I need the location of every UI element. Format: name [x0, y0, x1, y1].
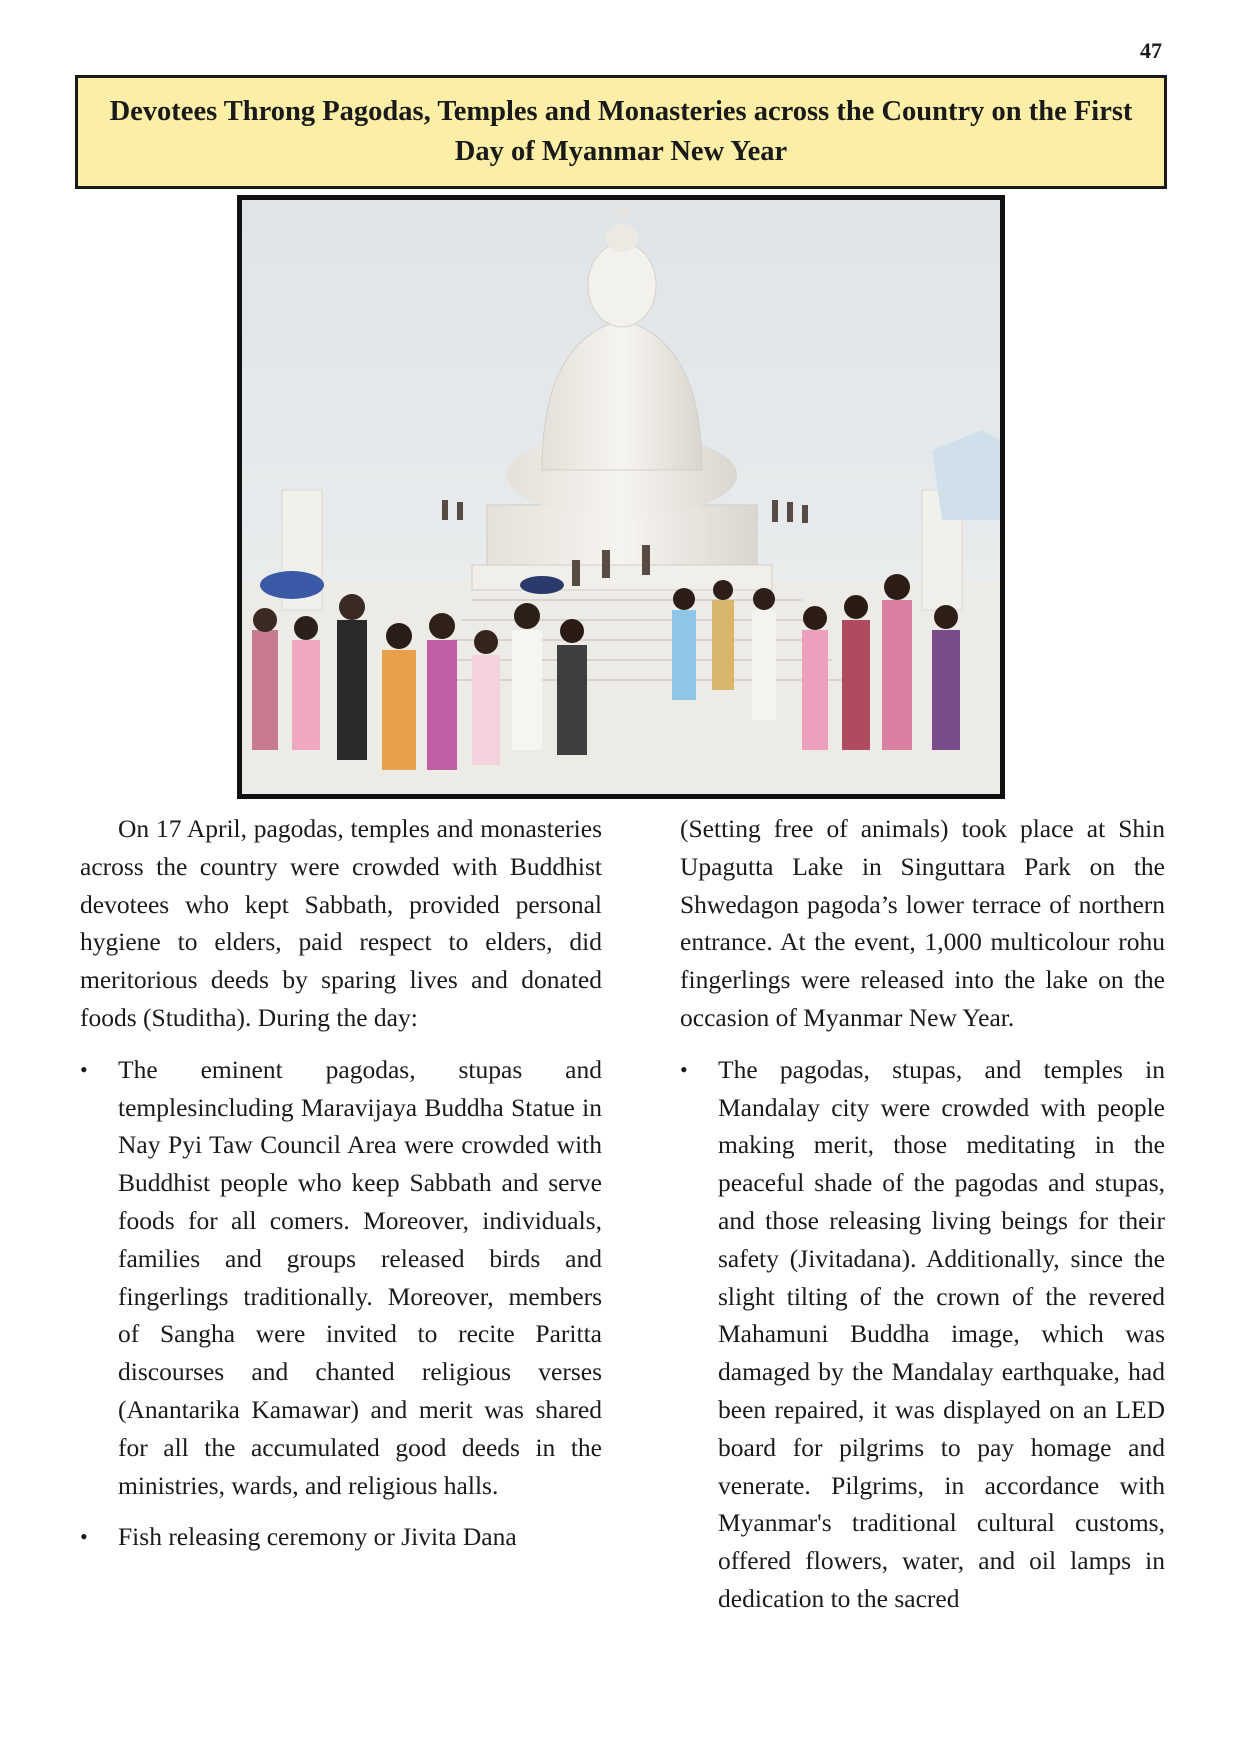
bullet-text: The eminent pagodas, stupas and templesincluding Maravijaya Buddha Statue in Nay Pyi Taw Council Area were crowded with Buddhist people who keep Sabbath and serve foods for all comers. Moreover, individuals, families and groups released birds and fingerlings traditionally. Moreover, members of Sangha were invited to recite Paritta discourses and chanted religious verses (Anantarika Kamawar) and merit was shared for all the accumulated good deeds in the ministries, wards, and religious halls. [118, 1054, 602, 1500]
left-column [80, 810, 602, 1570]
buddha-statue-photo [242, 200, 1000, 794]
title-box [75, 75, 1167, 189]
bullet-text: Fish releasing ceremony or Jivita Dana [118, 1522, 517, 1552]
bullet-text: The pagodas, stupas, and temples in Mandalay city were crowded with people making merit, those meditating in the peaceful shade of the pagodas and stupas, and those releasing living beings for their safety (Jivitadana). Additionally, since the slight tilting of the crown of the revered Mahamuni Buddha image, which was damaged by the Mandalay earthquake, had been repaired, it was displayed on an LED board for pilgrims to pay homage and venerate. Pilgrims, in accordance with Myanmar's traditional cultural customs, offered flowers, water, and oil lamps in dedication to the sacred [718, 1054, 1165, 1613]
article-title: Devotees Throng Pagodas, Temples and Monasteries across the Country on the First Day of Myanmar New Year [109, 96, 1133, 167]
left-bullet-list [80, 1051, 602, 1556]
photo-frame [237, 195, 1005, 799]
page-number: 47 [1140, 38, 1162, 63]
right-bullet-list [680, 1051, 1165, 1618]
bullet-dot: • [680, 1056, 688, 1082]
bullet-dot: • [80, 1056, 88, 1082]
list-item [80, 1518, 602, 1556]
continued-paragraph: (Setting free of animals) took place at Shin Upagutta Lake in Singuttara Park on the Shwedagon pagoda’s lower terrace of northern entrance. At the event, 1,000 multicolour rohu fingerlings were released into the lake on the occasion of Myanmar New Year. [680, 814, 1165, 1032]
right-column [680, 810, 1165, 1632]
list-item [680, 1051, 1165, 1618]
intro-paragraph: On 17 April, pagodas, temples and monasteries across the country were crowded with Buddhist devotees who kept Sabbath, provided personal hygiene to elders, paid respect to elders, did meritorious deeds by sparing lives and donated foods (Studitha). During the day: [80, 814, 602, 1032]
bullet-dot: • [80, 1524, 88, 1550]
list-item [80, 1051, 602, 1505]
